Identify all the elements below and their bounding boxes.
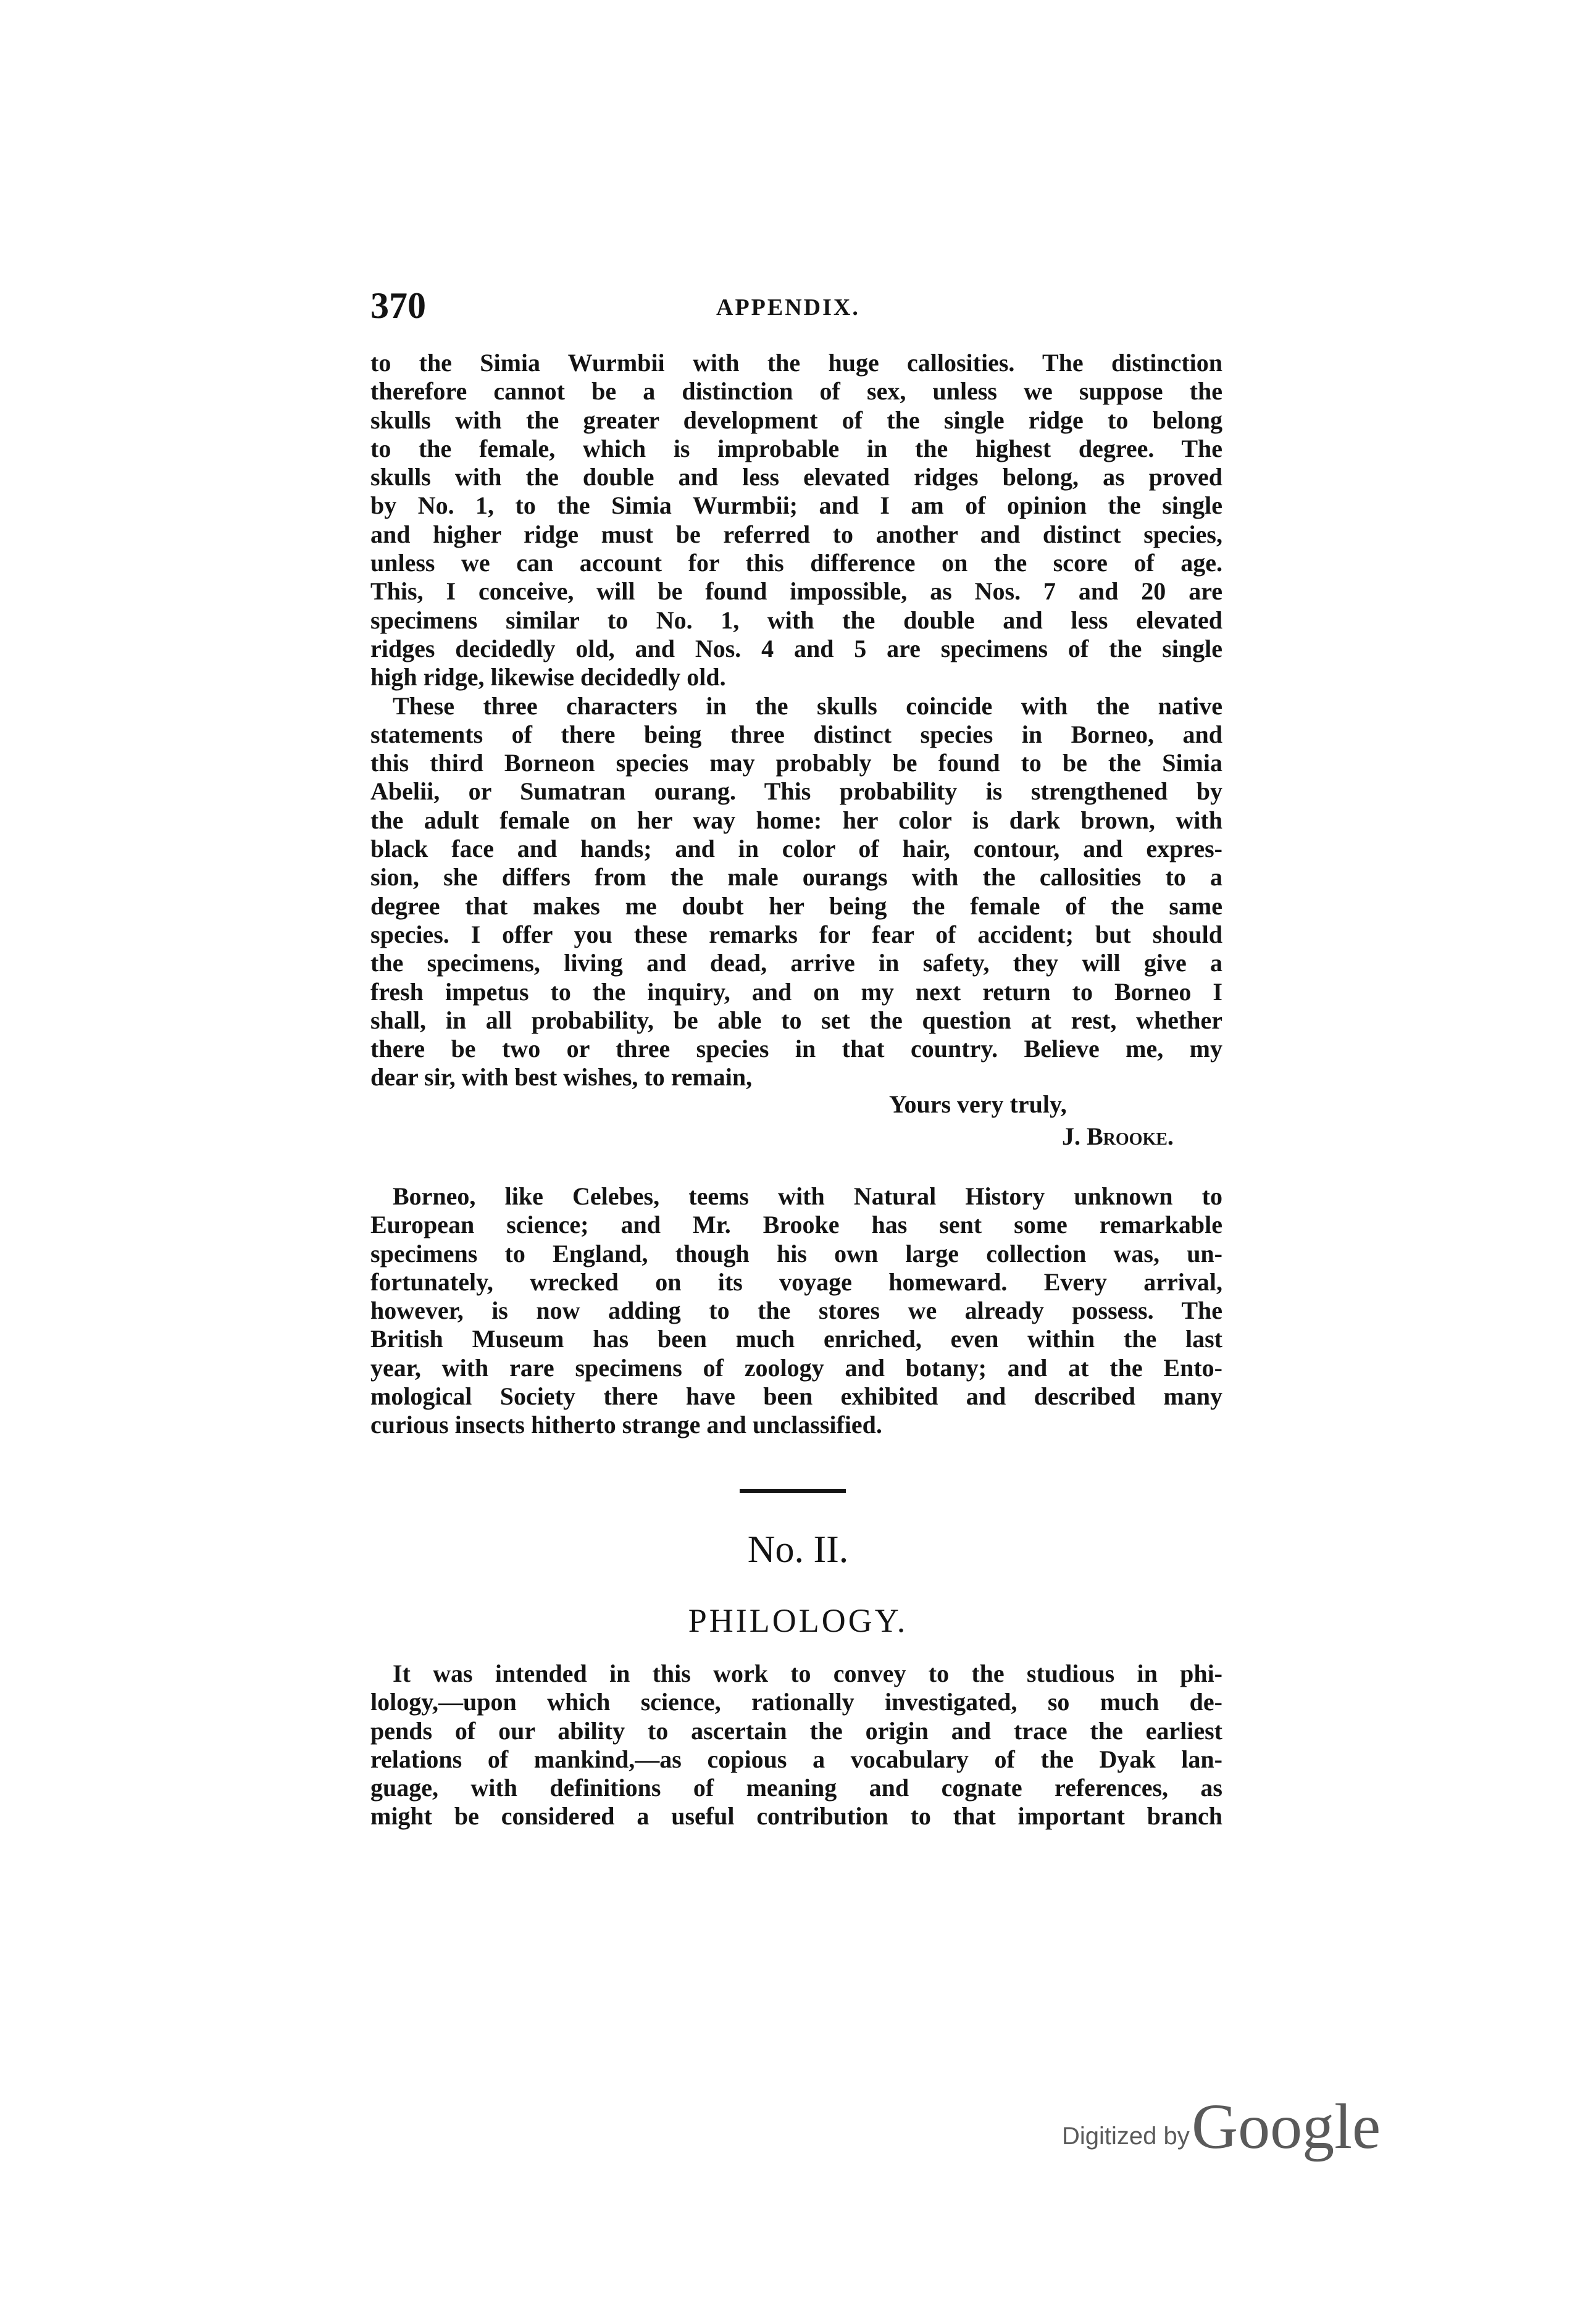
text-line: skulls with the double and less elevated ridges belong, as proved (370, 463, 1222, 491)
section-title: PHILOLOGY. (688, 1602, 908, 1639)
text-line: European science; and Mr. Brooke has sent some remarkable (370, 1211, 1222, 1239)
text-line: shall, in all probability, be able to set the question at rest, whether (370, 1006, 1222, 1034)
text-line: Abelii, or Sumatran ourang. This probability is strengthened by (370, 777, 1222, 806)
page-number: 370 (370, 285, 426, 326)
text-line: fortunately, wrecked on its voyage homeward. Every arrival, (370, 1267, 1222, 1296)
text-line: specimens similar to No. 1, with the double and less elevated (370, 606, 1222, 634)
text-line: high ridge, likewise decidedly old. (370, 663, 726, 691)
text-line: relations of mankind,—as copious a vocabulary of the Dyak lan- (370, 1745, 1222, 1773)
text-line: and higher ridge must be referred to another and distinct species, (370, 520, 1222, 548)
text-line: curious insects hitherto strange and unclassified. (370, 1411, 882, 1439)
text-line: degree that makes me doubt her being the female of the same (370, 892, 1222, 920)
text-line: there be two or three species in that country. Believe me, my (370, 1035, 1222, 1063)
signature: J. Brooke. (1062, 1122, 1174, 1150)
text-line: skulls with the greater development of the single ridge to belong (370, 406, 1222, 434)
text-line: to the Simia Wurmbii with the huge callosities. The distinction (370, 349, 1222, 377)
digitized-by-label: Digitized by (1062, 2123, 1190, 2150)
text-line: It was intended in this work to convey to the studious in phi- (393, 1660, 1222, 1687)
philology-paragraph (370, 1660, 1222, 1831)
text-line: This, I conceive, will be found impossible, as Nos. 7 and 20 are (370, 577, 1222, 606)
text-line: year, with rare specimens of zoology and botany; and at the Ento- (370, 1353, 1222, 1382)
letter-closing (370, 1089, 1222, 1157)
valediction: Yours very truly, (889, 1090, 1067, 1118)
text-line: Borneo, like Celebes, teems with Natural History unknown to (393, 1182, 1222, 1210)
text-line: dear sir, with best wishes, to remain, (370, 1063, 753, 1092)
text-line: the adult female on her way home: her color is dark brown, with (370, 806, 1222, 834)
text-line: fresh impetus to the inquiry, and on my next return to Borneo I (370, 977, 1222, 1006)
text-line: might be considered a useful contribution to that important branch (370, 1802, 1222, 1831)
running-head: APPENDIX. (716, 294, 860, 320)
section-divider (740, 1489, 846, 1493)
text-line: guage, with definitions of meaning and cognate references, as (370, 1774, 1222, 1802)
text-line: black face and hands; and in color of hair, contour, and expres- (370, 835, 1222, 863)
text-line: mological Society there have been exhibited and described many (370, 1382, 1222, 1411)
section-number: No. II. (747, 1529, 849, 1571)
text-line: lology,—upon which science, rationally investigated, so much de- (370, 1688, 1222, 1716)
text-line: by No. 1, to the Simia Wurmbii; and I am of opinion the single (370, 491, 1222, 520)
text-line: unless we can account for this difference on the score of age. (370, 549, 1222, 577)
letter-body (370, 349, 1222, 1092)
text-line: statements of there being three distinct species in Borneo, and (370, 720, 1222, 748)
text-line: to the female, which is improbable in the highest degree. The (370, 434, 1222, 462)
google-logo: Google (1192, 2091, 1381, 2162)
text-line: therefore cannot be a distinction of sex, unless we suppose the (370, 377, 1222, 406)
borneo-paragraph (370, 1182, 1222, 1440)
text-line: the specimens, living and dead, arrive in safety, they will give a (370, 949, 1222, 977)
text-line: These three characters in the skulls coincide with the native (393, 691, 1222, 720)
text-line: ridges decidedly old, and Nos. 4 and 5 are specimens of the single (370, 634, 1222, 662)
text-line: specimens to England, though his own large collection was, un- (370, 1239, 1222, 1267)
text-line: species. I offer you these remarks for fear of accident; but should (370, 920, 1222, 948)
text-line: however, is now adding to the stores we already possess. The (370, 1297, 1222, 1325)
page-header (370, 281, 1235, 330)
text-line: sion, she differs from the male ourangs with the callosities to a (370, 863, 1222, 892)
text-line: British Museum has been much enriched, even within the last (370, 1325, 1222, 1353)
text-line: this third Borneon species may probably be found to be the Simia (370, 749, 1222, 777)
text-line: pends of our ability to ascertain the origin and trace the earliest (370, 1716, 1222, 1745)
